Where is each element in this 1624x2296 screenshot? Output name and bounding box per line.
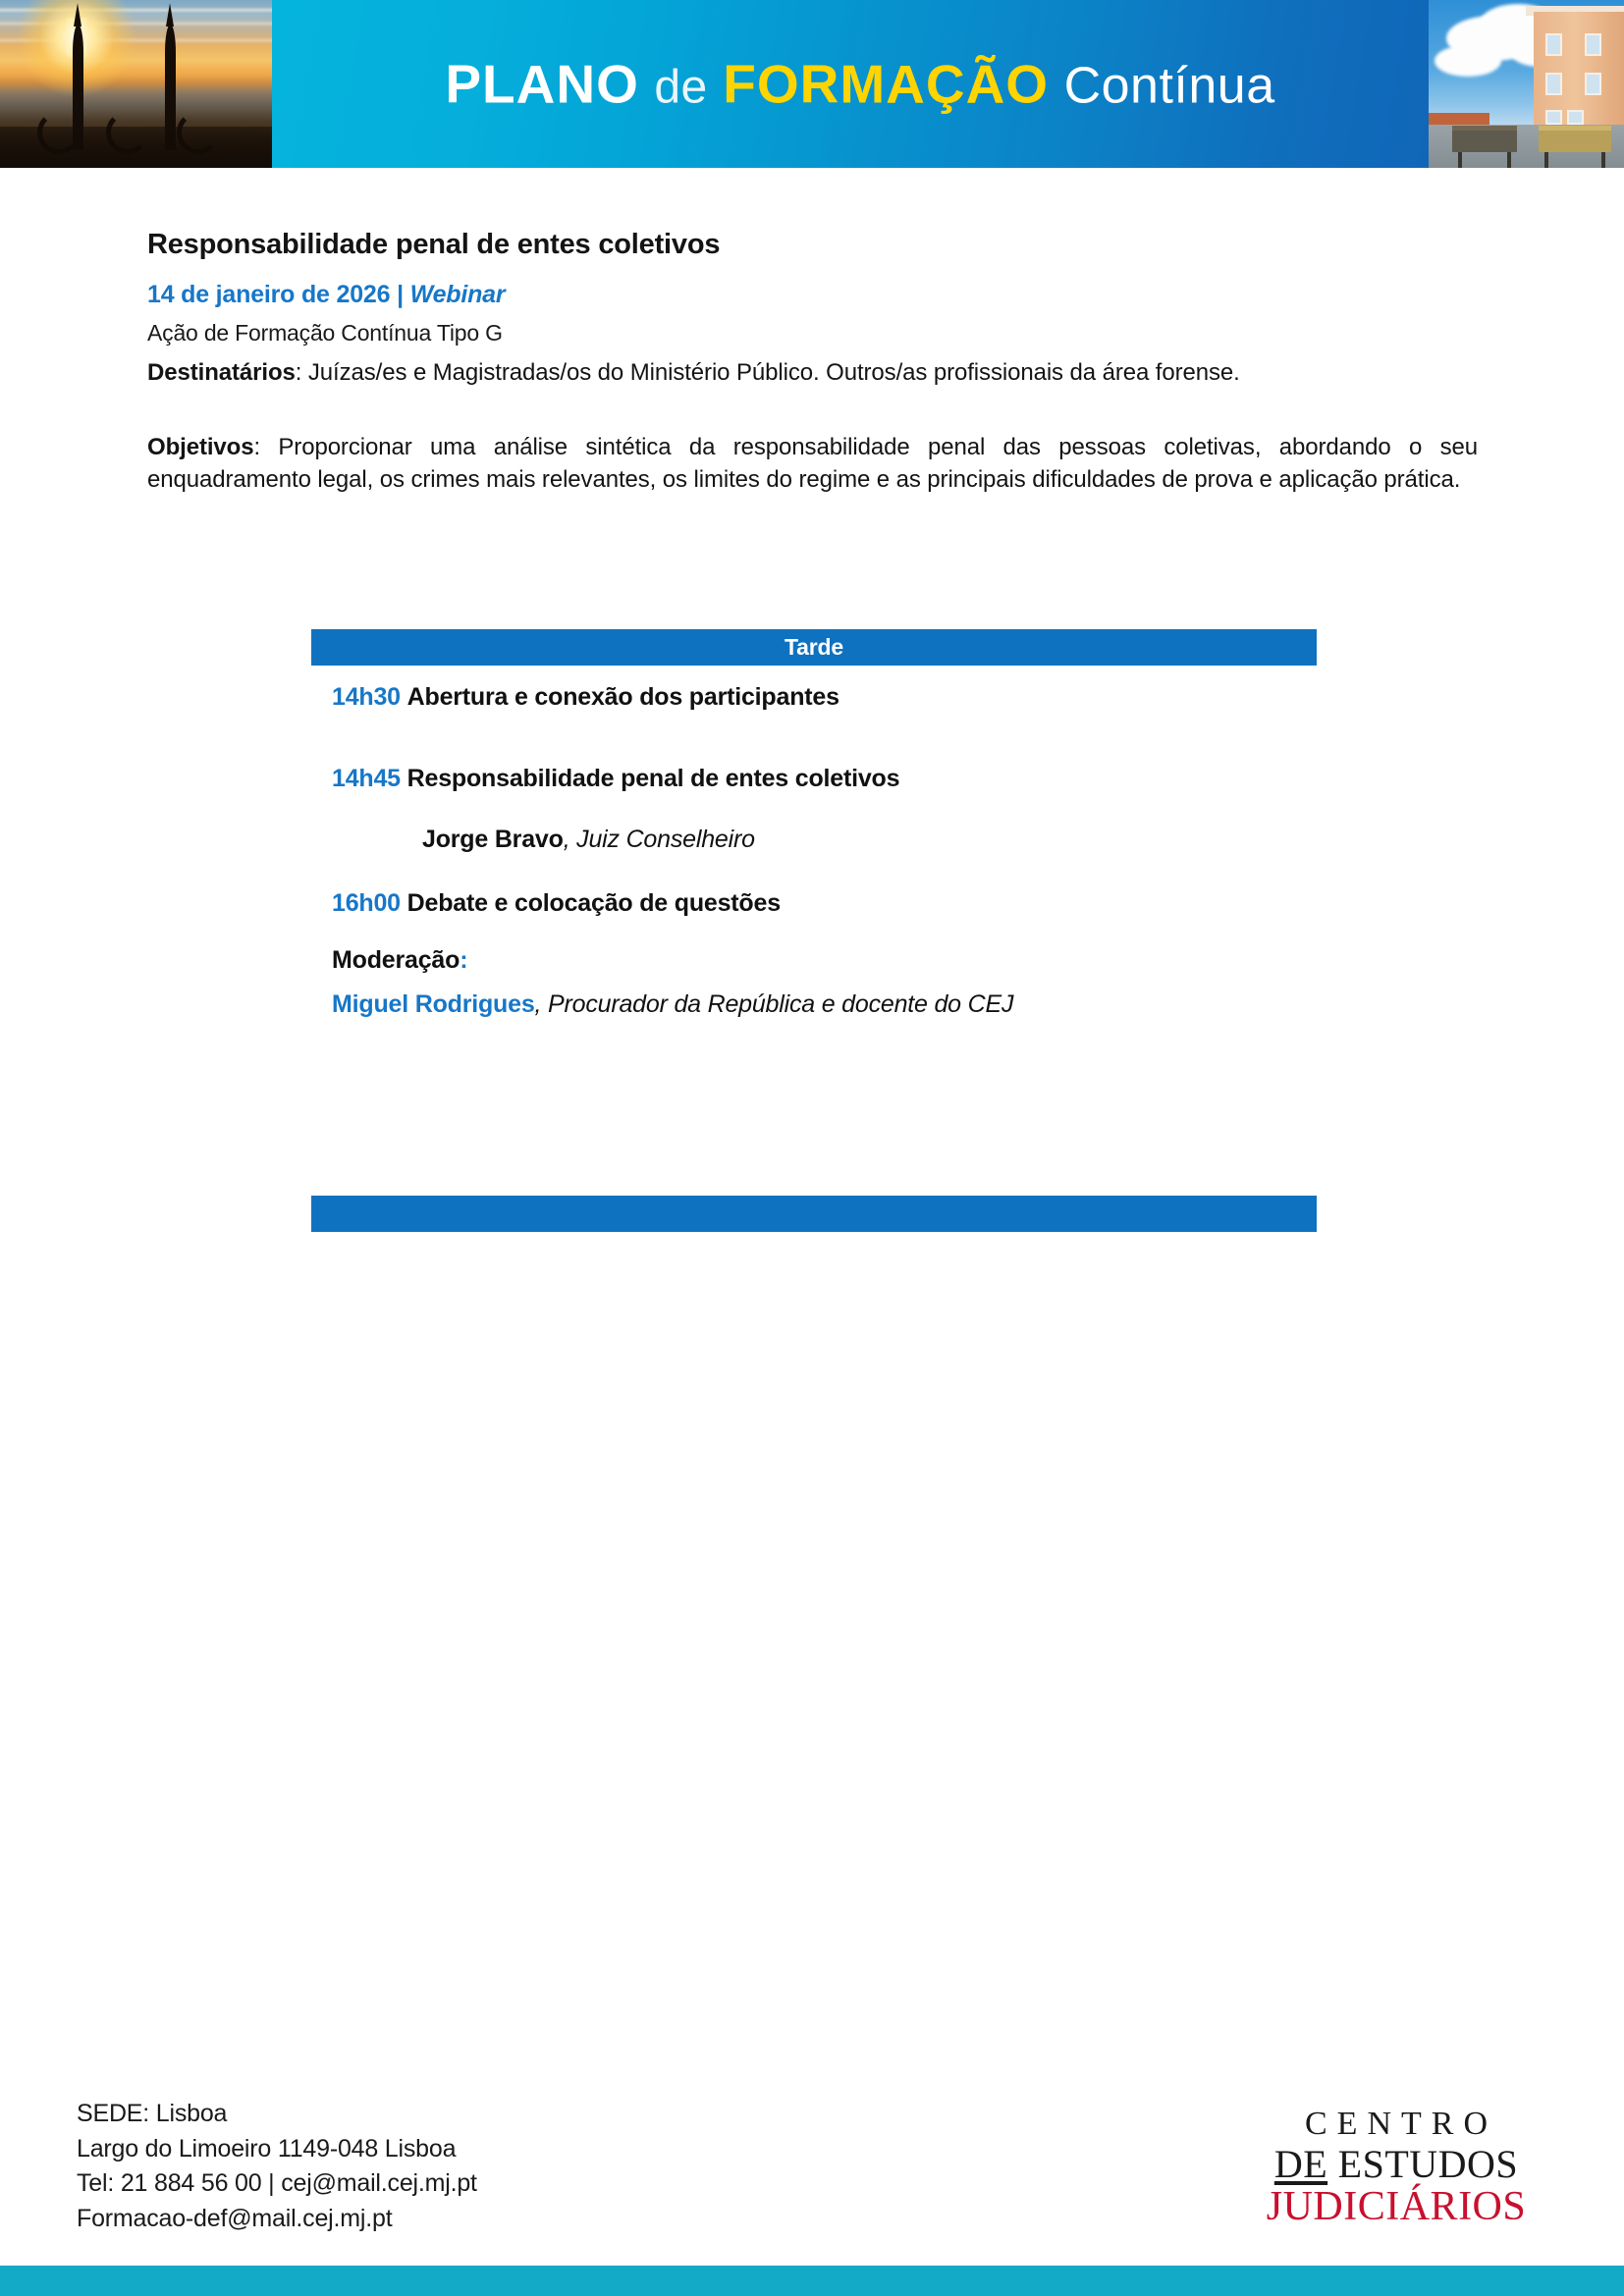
banner-title-de: de: [654, 61, 708, 113]
program-period-header: [311, 629, 1317, 666]
session-speaker: [422, 826, 755, 854]
program-period-label: Tarde: [785, 634, 843, 660]
moderator: [332, 990, 1013, 1019]
session-description: Abertura e conexão dos participantes: [406, 683, 839, 711]
footer-address-line: Tel: 21 884 56 00 | cej@mail.cej.mj.pt: [77, 2169, 477, 2197]
footer-address: [77, 2097, 477, 2236]
park-bench-right: [1539, 126, 1611, 152]
speaker-role: , Juiz Conselheiro: [563, 826, 755, 853]
header-photo-left-sunset: [0, 0, 272, 168]
objetivos-paragraph: [147, 431, 1478, 496]
session-row: [332, 889, 781, 918]
banner-title: [272, 53, 1429, 114]
session-time: 14h30: [332, 683, 401, 711]
program-footer-bar: [311, 1196, 1317, 1232]
session-description: Responsabilidade penal de entes coletivos: [406, 765, 900, 792]
moderation-label-text: Moderação: [332, 946, 460, 974]
building-facade: [1534, 12, 1624, 137]
cej-logo-de: DE: [1273, 2142, 1328, 2187]
moderator-role: , Procurador da República e docente do CEJ: [534, 990, 1014, 1018]
destinatarios-text: : Juízas/es e Magistradas/os do Ministério Público. Outros/as profissionais da área forense.: [295, 359, 1240, 386]
banner-title-formacao: FORMAÇÃO: [723, 53, 1050, 114]
page-title: Responsabilidade penal de entes coletivos: [147, 229, 721, 260]
session-time: 14h45: [332, 765, 401, 792]
destinatarios-paragraph: [147, 356, 1478, 389]
cej-logo-line-de-estudos: [1249, 2143, 1543, 2185]
objetivos-text: : Proporcionar uma análise sintética da responsabilidade penal das pessoas coletivas, abordando o seu enquadramento legal, os crimes mais relevantes, os limites do regime e as principais dificuldades de prova e aplicação prática.: [147, 434, 1478, 494]
cej-logo-estudos: ESTUDOS: [1327, 2142, 1519, 2187]
railing-silhouette: [0, 16, 272, 168]
banner-title-continua: Contínua: [1063, 57, 1275, 114]
speaker-name: Jorge Bravo: [422, 826, 564, 853]
moderation-label-colon: :: [460, 946, 468, 974]
action-type: Ação de Formação Contínua Tipo G: [147, 320, 503, 346]
moderation-label: [332, 946, 467, 975]
header-photo-right-building: [1429, 0, 1624, 168]
session-row: [332, 765, 899, 793]
footer-address-line: Largo do Limoeiro 1149-048 Lisboa: [77, 2134, 457, 2163]
session-row: [332, 683, 839, 712]
event-format: Webinar: [409, 281, 506, 308]
objetivos-label: Objetivos: [147, 434, 254, 460]
moderator-name: Miguel Rodrigues: [332, 990, 535, 1018]
event-date-text: 14 de janeiro de 2026 |: [147, 281, 410, 308]
header-banner-gradient: [272, 0, 1429, 168]
park-bench-left: [1452, 126, 1517, 152]
banner-title-plano: PLANO: [445, 53, 639, 114]
page-header-banner: [0, 0, 1624, 168]
session-time: 16h00: [332, 889, 401, 917]
footer-address-line: Formacao-def@mail.cej.mj.pt: [77, 2204, 393, 2232]
session-description: Debate e colocação de questões: [406, 889, 781, 917]
page-bottom-bar: [0, 2266, 1624, 2296]
cej-logo-line-centro: CENTRO: [1305, 2106, 1497, 2142]
cej-logo-line-judiciarios: JUDICIÁRIOS: [1266, 2184, 1527, 2230]
footer-address-line: SEDE: Lisboa: [77, 2100, 228, 2127]
event-date: [147, 281, 505, 309]
destinatarios-label: Destinatários: [147, 359, 296, 386]
cej-logo: [1249, 2106, 1543, 2230]
